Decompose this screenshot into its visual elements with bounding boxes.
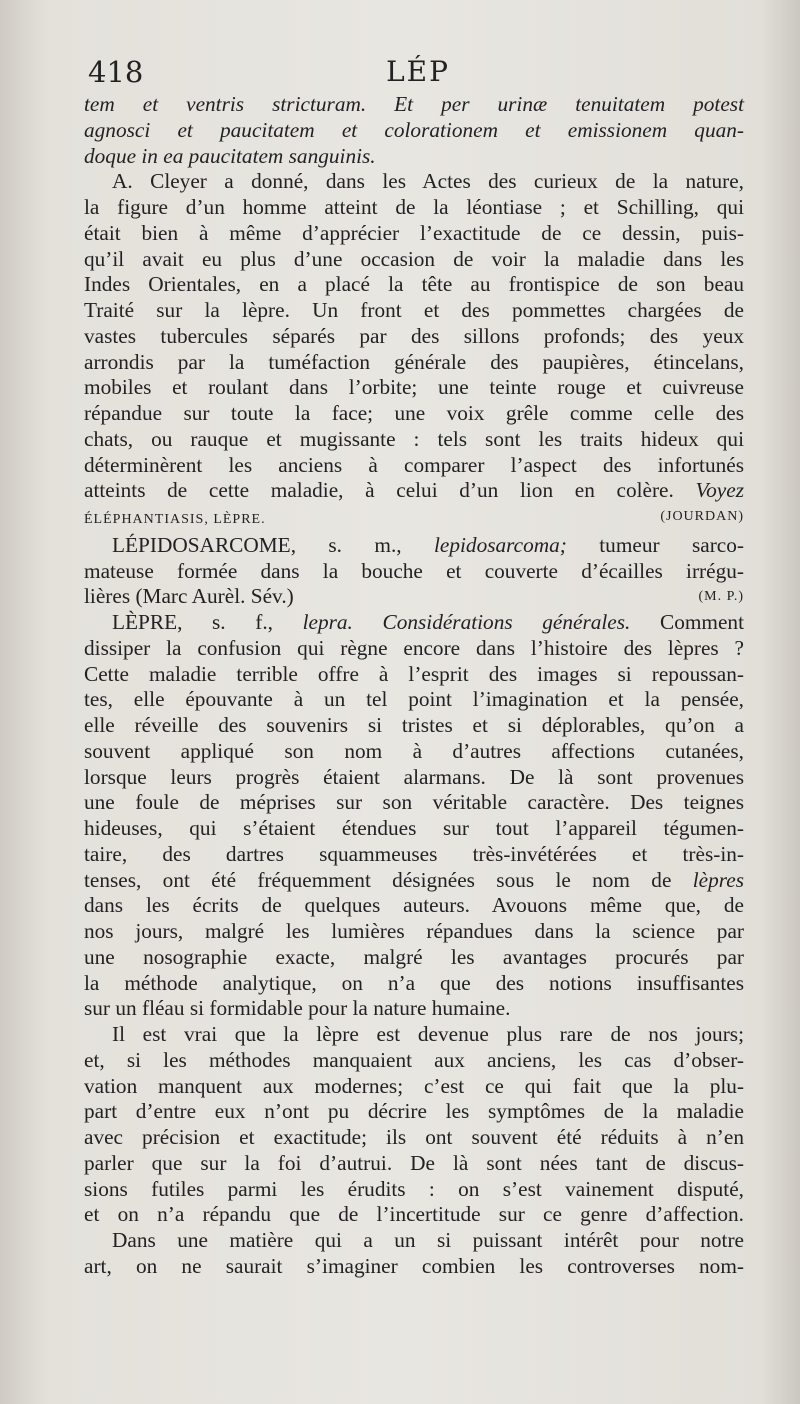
- text-line: elle réveille des souvenirs si tristes et si déplorables, qu’on a: [84, 713, 744, 737]
- text-line: taire, des dartres squammeuses très-invétérées et très-in-: [84, 841, 744, 866]
- text-line: art, on ne saurait s’imaginer combien les controverses nom-: [84, 1253, 744, 1278]
- text-line: répandue sur toute la face; une voix grêle comme celle des: [84, 401, 744, 425]
- text-line: Il est vrai que la lèpre est devenue plus rare de nos jours;: [112, 1022, 744, 1046]
- entry-lepidosarcome: [84, 533, 744, 610]
- paragraph-cleyer: [84, 169, 744, 533]
- text-line: tem et ventris stricturam. Et per urinæ tenuitatem potest: [84, 92, 744, 116]
- paragraph-controversies: [84, 1228, 744, 1280]
- text-line: une foule de méprises sur son véritable caractère. Des teignes: [84, 790, 744, 815]
- page-number: 418: [88, 55, 144, 89]
- text-line: hideuses, qui s’étaient étendues sur tout l’appareil tégumen-: [84, 816, 744, 840]
- text-fragment: atteints de cette maladie, à celui d’un lion en colère.: [84, 478, 674, 503]
- text-line: avec précision et exactitude; ils ont souvent été réduits à n’en: [84, 1125, 744, 1149]
- text-line: une nosographie exacte, malgré les avantages procurés par: [84, 944, 744, 969]
- entry-term: LÈPRE: [112, 610, 178, 634]
- text-line: sions futiles parmi les érudits : on s’est vainement disputé,: [84, 1176, 744, 1201]
- text-line: Dans une matière qui a un si puissant intérêt pour notre: [112, 1228, 744, 1252]
- text-line: vastes tubercules séparés par des sillons profonds; des yeux: [84, 323, 744, 348]
- text-line: était bien à même d’apprécier l’exactitude de ce dessin, puis-: [84, 220, 744, 245]
- text-line: agnosci et paucitatem et colorationem et emissionem quan-: [84, 117, 744, 142]
- text-line: nos jours, malgré les lumières répandues dans la science par: [84, 919, 744, 943]
- running-head: LÉP: [386, 55, 450, 88]
- italic-term: lèpres: [692, 867, 744, 892]
- text-line: sur un fléau si formidable pour la nature humaine.: [84, 996, 511, 1021]
- text-fragment: tenses, ont été fréquemment désignées sous le nom de: [84, 867, 672, 892]
- text-line: lorsque leurs progrès étaient alarmans. De là sont provenues: [84, 764, 744, 789]
- entry-term: LÉPIDOSARCOME: [112, 532, 291, 557]
- text-line: Indes Orientales, en a placé la tête au frontispice de son beau: [84, 272, 744, 297]
- text-line: part d’entre eux n’ont pu décrire les symptômes de la maladie: [84, 1099, 744, 1124]
- text-line: dissiper la confusion qui règne encore dans l’histoire des lèpres ?: [84, 635, 744, 660]
- text-line: la figure d’un homme atteint de la léontiase ; et Schilling, qui: [84, 195, 744, 219]
- entry-grammar: , s. m.,: [290, 532, 402, 557]
- text-line: chats, ou rauque et mugissante : tels sont les traits hideux qui: [84, 426, 744, 451]
- text-line: et, si les méthodes manquaient aux anciens, les cas d’obser-: [84, 1047, 744, 1072]
- text-line: doque in ea paucitatem sanguinis.: [84, 143, 376, 168]
- text-line: dans les écrits de quelques auteurs. Avouons même que, de: [84, 893, 744, 918]
- text-line: déterminèrent les anciens à comparer l’aspect des infortunés: [84, 452, 744, 477]
- text-line: Traité sur la lèpre. Un front et des pommettes chargées de: [84, 298, 744, 322]
- text-fragment: lières (Marc Aurèl. Sév.): [84, 584, 294, 609]
- text-line: tes, elle épouvante à un tel point l’imagination et la pensée,: [84, 687, 744, 712]
- cross-reference: ÉLÉPHANTIASIS, LÈPRE.: [84, 512, 266, 527]
- text-line: et on n’a répandu que de l’incertitude sur ce genre d’affection.: [84, 1202, 744, 1227]
- text-line: souvent appliqué son nom à d’autres affections cutanées,: [84, 738, 744, 763]
- page-header: [88, 55, 748, 91]
- author-signature: (JOURDAN): [660, 509, 744, 524]
- text-line: vation manquent aux modernes; c’est ce qui fait que la plu-: [84, 1073, 744, 1098]
- paragraph-rarity: [84, 1022, 744, 1228]
- text-line: la méthode analytique, on n’a que des notions insuffisantes: [84, 970, 744, 995]
- text-line: [84, 584, 744, 610]
- text-line: [84, 533, 744, 559]
- text-line: mobiles et roulant dans l’orbite; une teinte rouge et cuivreuse: [84, 375, 744, 400]
- entry-lepre: [84, 610, 744, 1022]
- text-line: mateuse formée dans la bouche et couverte d’écailles irrégu-: [84, 558, 744, 583]
- cross-reference-label: Voyez: [695, 478, 744, 503]
- text-fragment: Comment: [660, 610, 745, 634]
- text-line: [84, 610, 744, 636]
- text-line: parler que sur la foi d’autrui. De là sont nées tant de discus-: [84, 1150, 744, 1175]
- latin-quotation: [84, 92, 744, 169]
- text-fragment: tumeur sarco-: [599, 532, 744, 557]
- entry-grammar: , s. f.,: [177, 610, 273, 634]
- text-line: [84, 478, 744, 504]
- text-line: Cette maladie terrible offre à l’esprit des images si repoussan-: [84, 661, 744, 686]
- page-body: [84, 92, 744, 1280]
- text-line: [84, 504, 744, 533]
- text-line: arrondis par la tuméfaction générale des paupières, étincelans,: [84, 349, 744, 374]
- author-signature: (M. P.): [698, 589, 744, 605]
- entry-latin: lepra.: [302, 610, 353, 634]
- text-line: [84, 868, 744, 894]
- entry-latin: lepidosarcoma;: [433, 532, 567, 557]
- text-line: A. Cleyer a donné, dans les Actes des curieux de la nature,: [112, 169, 744, 194]
- section-title: Considérations générales.: [382, 610, 631, 634]
- text-line: qu’il avait eu plus d’une occasion de voir la maladie dans les: [84, 246, 744, 271]
